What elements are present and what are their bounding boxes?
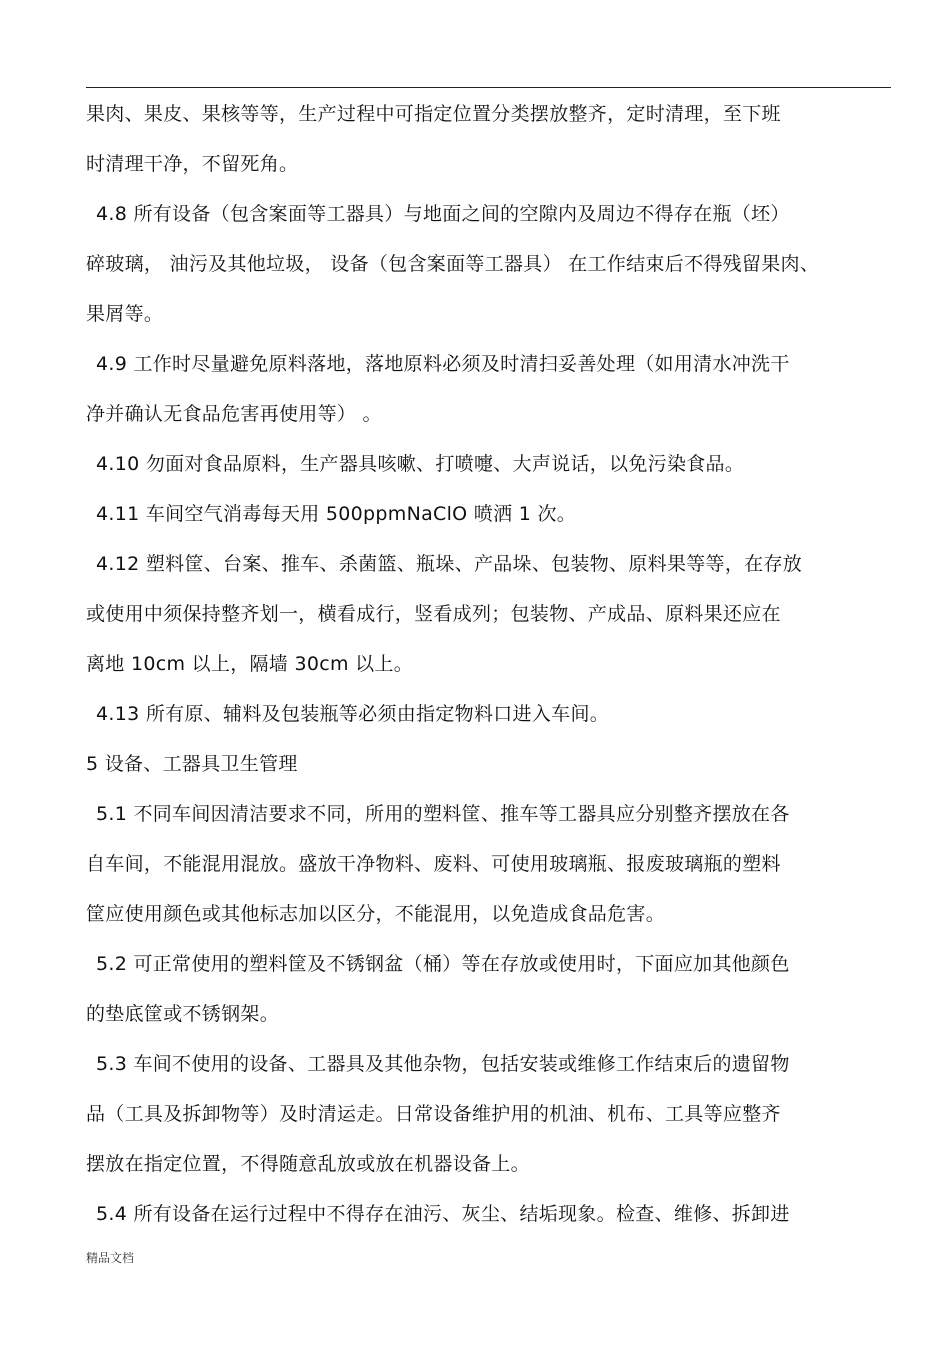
text-line-13: 4.13 所有原、辅料及包装瓶等必须由指定物料口进入车间。 bbox=[96, 703, 610, 725]
footer-label: 精品文档 bbox=[86, 1251, 135, 1265]
text-line-2: 时清理干净，不留死角。 bbox=[86, 153, 299, 175]
text-line-8: 4.10 勿面对食品原料，生产器具咳嗽、打喷嚏、大声说话，以免污染食品。 bbox=[96, 453, 745, 475]
text-line-5: 果屑等。 bbox=[86, 303, 164, 325]
section-heading-5: 5 设备、工器具卫生管理 bbox=[86, 753, 298, 775]
text-line-7: 净并确认无食品危害再使用等） 。 bbox=[86, 403, 382, 425]
text-line-18: 5.2 可正常使用的塑料筐及不锈钢盆（桶）等在存放或使用时，下面应加其他颜色 bbox=[96, 953, 790, 975]
text-line-9: 4.11 车间空气消毒每天用 500ppmNaClO 喷洒 1 次。 bbox=[96, 503, 577, 525]
text-line-12: 离地 10cm 以上，隔墙 30cm 以上。 bbox=[86, 653, 414, 675]
text-line-22: 摆放在指定位置，不得随意乱放或放在机器设备上。 bbox=[86, 1153, 530, 1175]
text-line-16: 自车间，不能混用混放。盛放干净物料、废料、可使用玻璃瓶、报废玻璃瓶的塑料 bbox=[86, 853, 781, 875]
text-line-19: 的垫底筐或不锈钢架。 bbox=[86, 1003, 280, 1025]
text-line-15: 5.1 不同车间因清洁要求不同，所用的塑料筐、推车等工器具应分别整齐摆放在各 bbox=[96, 803, 790, 825]
text-line-3: 4.8 所有设备（包含案面等工器具）与地面之间的空隙内及周边不得存在瓶（坯） bbox=[96, 203, 790, 225]
text-line-17: 筐应使用颜色或其他标志加以区分，不能混用，以免造成食品危害。 bbox=[86, 903, 666, 925]
text-line-21: 品（工具及拆卸物等）及时清运走。日常设备维护用的机油、机布、工具等应整齐 bbox=[86, 1103, 781, 1125]
text-line-10: 4.12 塑料筐、台案、推车、杀菌篮、瓶垛、产品垛、包装物、原料果等等，在存放 bbox=[96, 553, 803, 575]
text-line-4: 碎玻璃， 油污及其他垃圾， 设备（包含案面等工器具） 在工作结束后不得残留果肉、 bbox=[86, 253, 820, 275]
text-line-6: 4.9 工作时尽量避免原料落地，落地原料必须及时清扫妥善处理（如用清水冲洗干 bbox=[96, 353, 790, 375]
header-rule bbox=[86, 87, 891, 88]
text-line-20: 5.3 车间不使用的设备、工器具及其他杂物，包括安装或维修工作结束后的遗留物 bbox=[96, 1053, 790, 1075]
text-line-1: 果肉、果皮、果核等等，生产过程中可指定位置分类摆放整齐，定时清理，至下班 bbox=[86, 103, 781, 125]
document-body bbox=[86, 96, 876, 1246]
text-line-11: 或使用中须保持整齐划一，横看成行，竖看成列；包装物、产成品、原料果还应在 bbox=[86, 603, 781, 625]
text-line-23: 5.4 所有设备在运行过程中不得存在油污、灰尘、结垢现象。检查、维修、拆卸进 bbox=[96, 1203, 790, 1225]
